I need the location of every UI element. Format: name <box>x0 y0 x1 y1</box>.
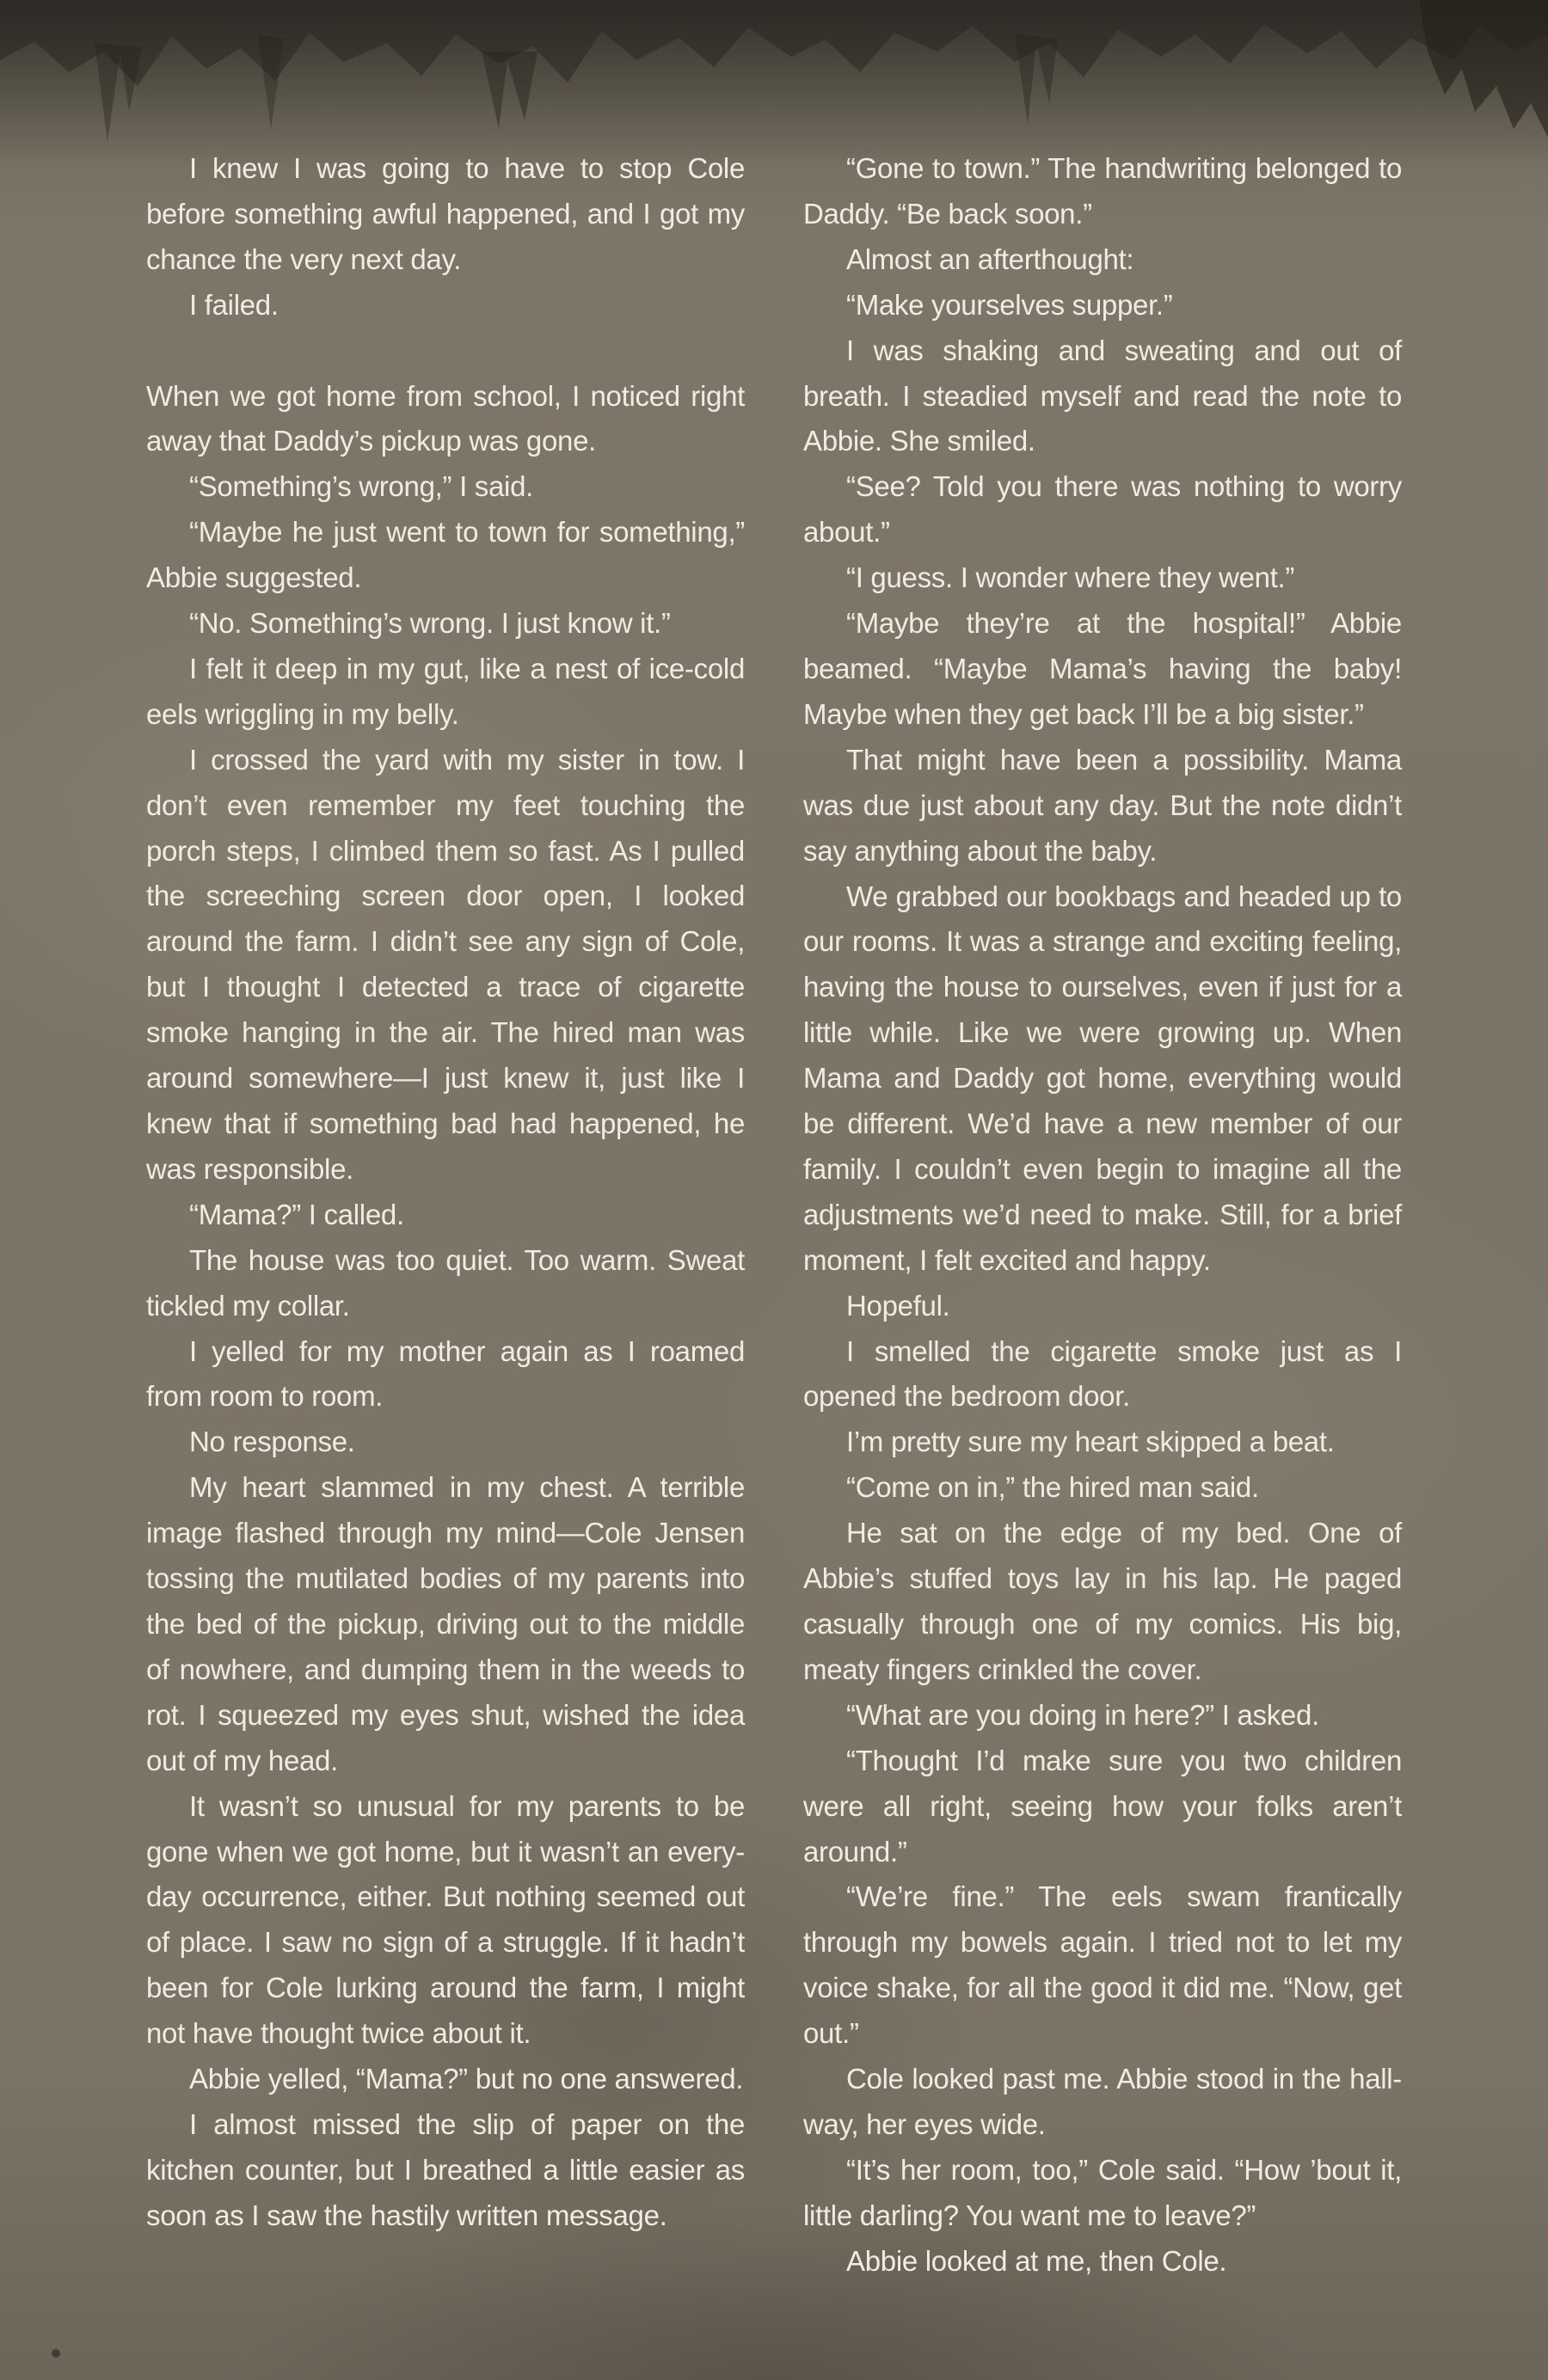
paragraph: I felt it deep in my gut, like a nest of ice-cold eels wriggling in my belly. <box>146 652 745 730</box>
paragraph: I’m pretty sure my heart skipped a beat. <box>846 1426 1335 1458</box>
paragraph: “I guess. I wonder where they went.” <box>846 561 1295 594</box>
paragraph: It wasn’t so unusual for my parents to be gone when we got home, but it wasn’t an every-day occurrence, either. But nothing seemed out of place. I saw no sign of a struggle. If it hadn’t been for Cole lurking around the farm, I might not have thought twice about it. <box>146 1789 745 2050</box>
paragraph: That might have been a possibility. Mama was due just about any day. But the note didn’t say anything about the baby. <box>803 743 1402 867</box>
paragraph: “It’s her room, too,” Cole said. “How ’bout it, little darling? You want me to leave?” <box>803 2153 1402 2231</box>
paragraph: I almost missed the slip of paper on the kitchen counter, but I breathed a little easier as soon as I saw the hastily written message. <box>146 2107 745 2231</box>
paragraph: “See? Told you there was nothing to worry about.” <box>803 470 1402 549</box>
paragraph: Abbie looked at me, then Cole. <box>846 2244 1227 2277</box>
left-text-column <box>146 146 745 2239</box>
paragraph: “Mama?” I called. <box>189 1198 404 1230</box>
paragraph: I yelled for my mother again as I roamed from room to room. <box>146 1334 745 1413</box>
paragraph: “No. Something’s wrong. I just know it.” <box>189 607 671 640</box>
paragraph: He sat on the edge of my bed. One of Abbie’s stuffed toys lay in his lap. He paged casually through one of my comics. His big, meaty fingers crinkled the cover. <box>803 1517 1402 1685</box>
paragraph: I failed. <box>189 288 279 321</box>
paragraph: “Make yourselves supper.” <box>846 288 1173 321</box>
paragraph: “Something’s wrong,” I said. <box>189 470 534 503</box>
paragraph: Almost an afterthought: <box>846 242 1134 275</box>
paragraph: I was shaking and sweating and out of breath. I steadied myself and read the note to Abbie. She smiled. <box>803 334 1402 457</box>
paragraph: “Gone to town.” The handwriting belonged to Daddy. “Be back soon.” <box>803 152 1402 230</box>
paragraph: I smelled the cigarette smoke just as I opened the bedroom door. <box>803 1334 1402 1413</box>
ink-speck-decoration <box>50 2347 62 2359</box>
paragraph: When we got home from school, I noticed right away that Daddy’s pickup was gone. <box>146 379 745 457</box>
paragraph: The house was too quiet. Too warm. Sweat tickled my collar. <box>146 1243 745 1322</box>
paragraph: “Thought I’d make sure you two children were all right, seeing how your folks aren’t around.” <box>803 1744 1402 1868</box>
paragraph: “What are you doing in here?” I asked. <box>846 1698 1319 1731</box>
section-break <box>146 328 745 374</box>
paragraph: “We’re fine.” The eels swam frantically through my bowels again. I tried not to let my voice shake, for all the good it did me. “Now, get out.” <box>803 1880 1402 2050</box>
paragraph: I crossed the yard with my sister in tow. I don’t even remember my feet touching the porch steps, I climbed them so fast. As I pulled the screeching screen door open, I looked around the farm. I didn’t see any sign of Cole, but I thought I detected a trace of cigarette smoke hanging in the air. The hired man was around somewhere—I just knew it, just like I knew that if something bad had happened, he was responsible. <box>146 743 745 1185</box>
paragraph: My heart slammed in my chest. A terrible image flashed through my mind—Cole Jensen tossing the mutilated bodies of my parents into the bed of the pickup, driving out to the middle of nowhere, and dumping them in the weeds to rot. I squeezed my eyes shut, wished the idea out of my head. <box>146 1471 745 1776</box>
paragraph: Hopeful. <box>846 1289 950 1322</box>
paragraph: “Come on in,” the hired man said. <box>846 1471 1259 1504</box>
paragraph: “Maybe they’re at the hospital!” Abbie beamed. “Maybe Mama’s having the baby! Maybe when they get back I’ll be a big sister.” <box>803 607 1402 730</box>
paragraph: We grabbed our bookbags and headed up to our rooms. It was a strange and exciting feeling, having the house to ourselves, even if just for a little while. Like we were growing up. When Mama and Daddy got home, everything would be different. We’d have a new member of our family. I couldn’t even begin to imagine all the adjustments we’d need to make. Still, for a brief moment, I felt excited and happy. <box>803 880 1402 1276</box>
paragraph: I knew I was going to have to stop Cole before something awful happened, and I got my chance the very next day. <box>146 152 745 275</box>
right-text-column <box>803 146 1402 2285</box>
paragraph: “Maybe he just went to town for something,” Abbie suggested. <box>146 516 745 594</box>
paragraph: No response. <box>189 1426 355 1458</box>
paragraph: Abbie yelled, “Mama?” but no one answered. <box>189 2063 744 2095</box>
paragraph: Cole looked past me. Abbie stood in the hall-way, her eyes wide. <box>803 2063 1402 2140</box>
